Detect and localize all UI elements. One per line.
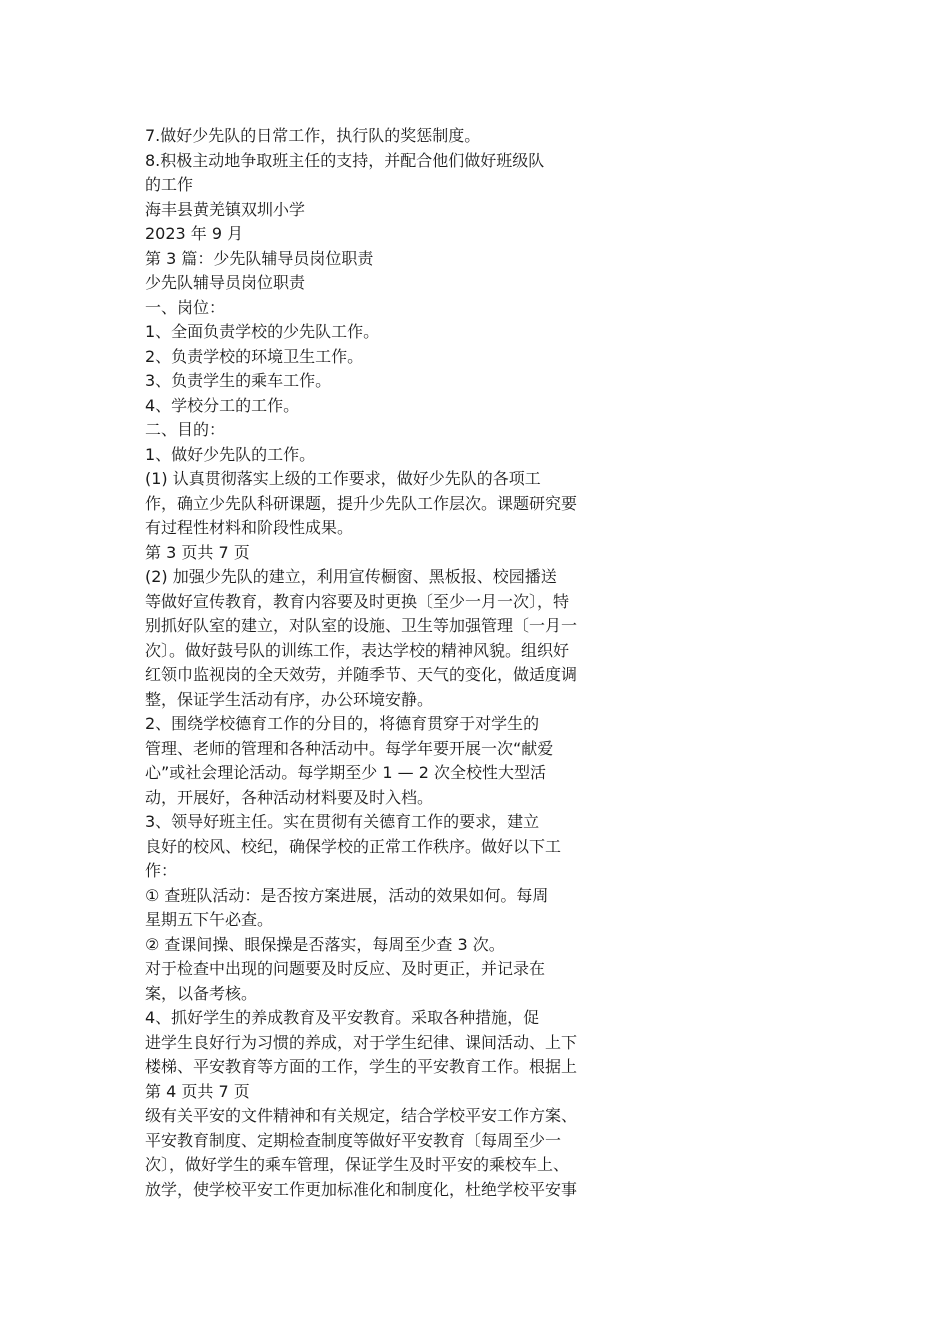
text-line: 进学生良好行为习惯的养成，对于学生纪律、课间活动、上下	[145, 1032, 578, 1052]
text-line: 次〕。做好鼓号队的训练工作，表达学校的精神风貌。组织好	[145, 640, 570, 660]
text-line: 案，以备考核。	[145, 983, 258, 1003]
text-line: 放学，使学校平安工作更加标准化和制度化，杜绝学校平安事	[145, 1179, 578, 1199]
document-date: 2023 年 9 月	[145, 224, 244, 243]
text-line: 作，确立少先队科研课题，提升少先队工作层次。课题研究要	[145, 493, 578, 513]
text-line: 4、学校分工的工作。	[145, 395, 300, 415]
text-line: (1) 认真贯彻落实上级的工作要求，做好少先队的各项工	[145, 469, 541, 488]
text-line: 3、负责学生的乘车工作。	[145, 371, 332, 390]
section-heading: 第 3 篇：少先队辅导员岗位职责	[145, 248, 374, 268]
page-number: 第 3 页共 7 页	[145, 542, 250, 562]
text-line: 别抓好队室的建立，对队室的设施、卫生等加强管理〔一月一	[145, 616, 578, 635]
text-line: 3、领导好班主任。实在贯彻有关德育工作的要求，建立	[145, 812, 540, 831]
text-line: 一、岗位：	[145, 297, 226, 317]
text-line: 等做好宣传教育，教育内容要及时更换〔至少一月一次〕，特	[145, 591, 570, 611]
text-line: 楼梯、平安教育等方面的工作，学生的平安教育工作。根据上	[145, 1057, 578, 1076]
text-line: 1、全面负责学校的少先队工作。	[145, 322, 380, 341]
text-line: 级有关平安的文件精神和有关规定，结合学校平安工作方案、	[145, 1106, 578, 1125]
text-line: (2) 加强少先队的建立，利用宣传橱窗、黑板报、校园播送	[145, 567, 557, 586]
school-name: 海丰县黄羌镇双圳小学	[145, 199, 306, 219]
document-title: 少先队辅导员岗位职责	[145, 273, 306, 292]
text-line: 的工作	[145, 175, 194, 194]
text-line: ① 查班队活动：是否按方案进展，活动的效果如何。每周	[145, 885, 549, 905]
text-line: 良好的校风、校纪，确保学校的正常工作秩序。做好以下工	[145, 836, 562, 856]
text-line: 管理、老师的管理和各种活动中。每学年要开展一次“献爱	[145, 738, 554, 758]
text-line: 2、负责学校的环境卫生工作。	[145, 346, 364, 366]
text-line: 红领巾监视岗的全天效劳，并随季节、天气的变化，做适度调	[145, 665, 578, 684]
text-line: 次〕，做好学生的乘车管理，保证学生及时平安的乘校车上、	[145, 1155, 570, 1174]
document-page	[145, 124, 675, 1202]
text-line: 4、抓好学生的养成教育及平安教育。采取各种措施，促	[145, 1008, 540, 1027]
text-line: 2、围绕学校德育工作的分目的，将德育贯穿于对学生的	[145, 714, 540, 733]
text-line: 8.积极主动地争取班主任的支持，并配合他们做好班级队	[145, 150, 545, 170]
text-line: 整，保证学生活动有序，办公环境安静。	[145, 689, 434, 709]
text-line: 1、做好少先队的工作。	[145, 444, 316, 464]
text-line: 有过程性材料和阶段性成果。	[145, 518, 354, 537]
text-line: 二、目的：	[145, 420, 226, 439]
text-line: 平安教育制度、定期检查制度等做好平安教育〔每周至少一	[145, 1130, 562, 1150]
text-line: 对于检查中出现的问题要及时反应、及时更正，并记录在	[145, 959, 546, 978]
page-number: 第 4 页共 7 页	[145, 1081, 250, 1101]
text-line: 动，开展好，各种活动材料要及时入档。	[145, 787, 434, 807]
text-line: 7.做好少先队的日常工作，执行队的奖惩制度。	[145, 126, 481, 145]
text-line: 心”或社会理论活动。每学期至少 1 — 2 次全校性大型活	[145, 763, 546, 782]
text-line: 作：	[145, 861, 178, 880]
text-line: 星期五下午必查。	[145, 910, 274, 929]
text-line: ② 查课间操、眼保操是否落实，每周至少查 3 次。	[145, 934, 505, 954]
